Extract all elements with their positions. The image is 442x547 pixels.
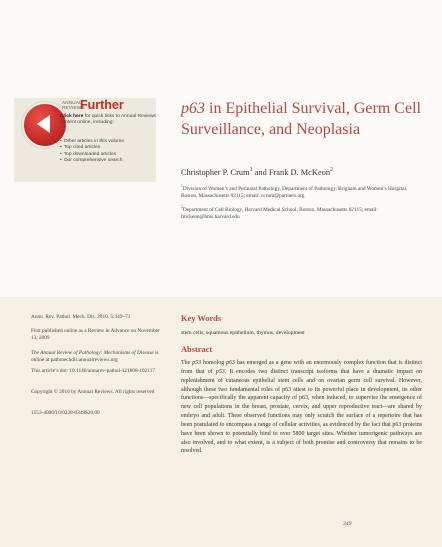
further-links-list bbox=[60, 139, 124, 164]
further-intro: Click here for quick links to Annual Reviews content online, including: bbox=[60, 114, 156, 125]
author-2: Frank D. McKeon bbox=[268, 167, 331, 177]
page-number: 349 bbox=[343, 521, 352, 527]
author-line: Christopher P. Crum$^1$ and Frank D. McKeon$^2$ bbox=[181, 167, 333, 177]
author-1: Christopher P. Crum bbox=[181, 167, 250, 177]
keywords-heading: Key Words bbox=[181, 314, 222, 323]
doi: This article’s doi: 10.1146/annurev-pathol-121808-102117 bbox=[31, 368, 156, 374]
affiliation-2: $^2$Department of Cell Biology, Harvard Medical School, Boston, Massachusetts 02115; email: fmckeon@hms.harvard.edu bbox=[181, 205, 378, 221]
abstract-heading: Abstract bbox=[181, 345, 213, 354]
abstract-text: The p53 homolog p63 has emerged as a gene with an enormously complex function that is distinct from that of p53. It encodes two distinct transcript isoforms that have a dramatic impact on replenishment of cutaneous epithelial stem cells and on ovarian germ cell survival. However, although these two fundamental roles of p63 attest to its powerful place in development, its other functions—specifically the apparent capacity of p63, when induced, to supervise the emergence of new cell populations in the breast, prostate, cervix, and upper reproductive tract—are shared by embryo and adult. These observed functions may only scratch the surface of a repertoire that has been postulated to encompass a range of cellular activities, as evidenced by the fact that p63 proteins have been shown to potentially bind to over 5800 target sites. Whether tumorigenic pathways are also involved, and to what extent, is a subject of both promise and controversy that remains to be resolved. bbox=[181, 360, 422, 455]
first-published: First published online as a Review in Advance on November 13, 2009 bbox=[31, 328, 160, 342]
further-link-other-articles[interactable]: • Other articles in this volume bbox=[60, 139, 124, 145]
further-brand-small: ANNUAL REVIEWS bbox=[62, 100, 85, 110]
keywords-text: stem cells, squamous epithelium, thymus, development bbox=[181, 330, 305, 336]
further-link-top-cited[interactable]: • Top cited articles bbox=[60, 145, 124, 151]
further-link-search[interactable]: • Our comprehensive search bbox=[60, 158, 124, 164]
further-link-top-downloaded[interactable]: • Top downloaded articles bbox=[60, 152, 124, 158]
issn: 1553-4006/10/0228-0349$20.00 bbox=[31, 410, 100, 416]
further-brand: Further bbox=[80, 98, 124, 112]
affiliation-1: $^1$Division of Women’s and Perinatal Pathology, Department of Pathology, Brigham and Women’s Hospital, Boston, Massachusetts 02115; email: ccrum@partners.org bbox=[181, 184, 408, 200]
journal-online: The Annual Review of Pathology: Mechanisms of Disease is online at pathmechdis.annualreviews.org bbox=[31, 350, 159, 364]
back-arrow-icon bbox=[37, 115, 50, 133]
article-title: p63 in Epithelial Survival, Germ Cell Surveillance, and Neoplasia bbox=[181, 100, 421, 138]
further-click-here-link[interactable]: Click here bbox=[60, 114, 84, 119]
copyright: Copyright © 2010 by Annual Reviews. All rights reserved bbox=[31, 389, 155, 395]
citation: Annu. Rev. Pathol. Mech. Dis. 2010. 5:349–71 bbox=[31, 314, 131, 320]
